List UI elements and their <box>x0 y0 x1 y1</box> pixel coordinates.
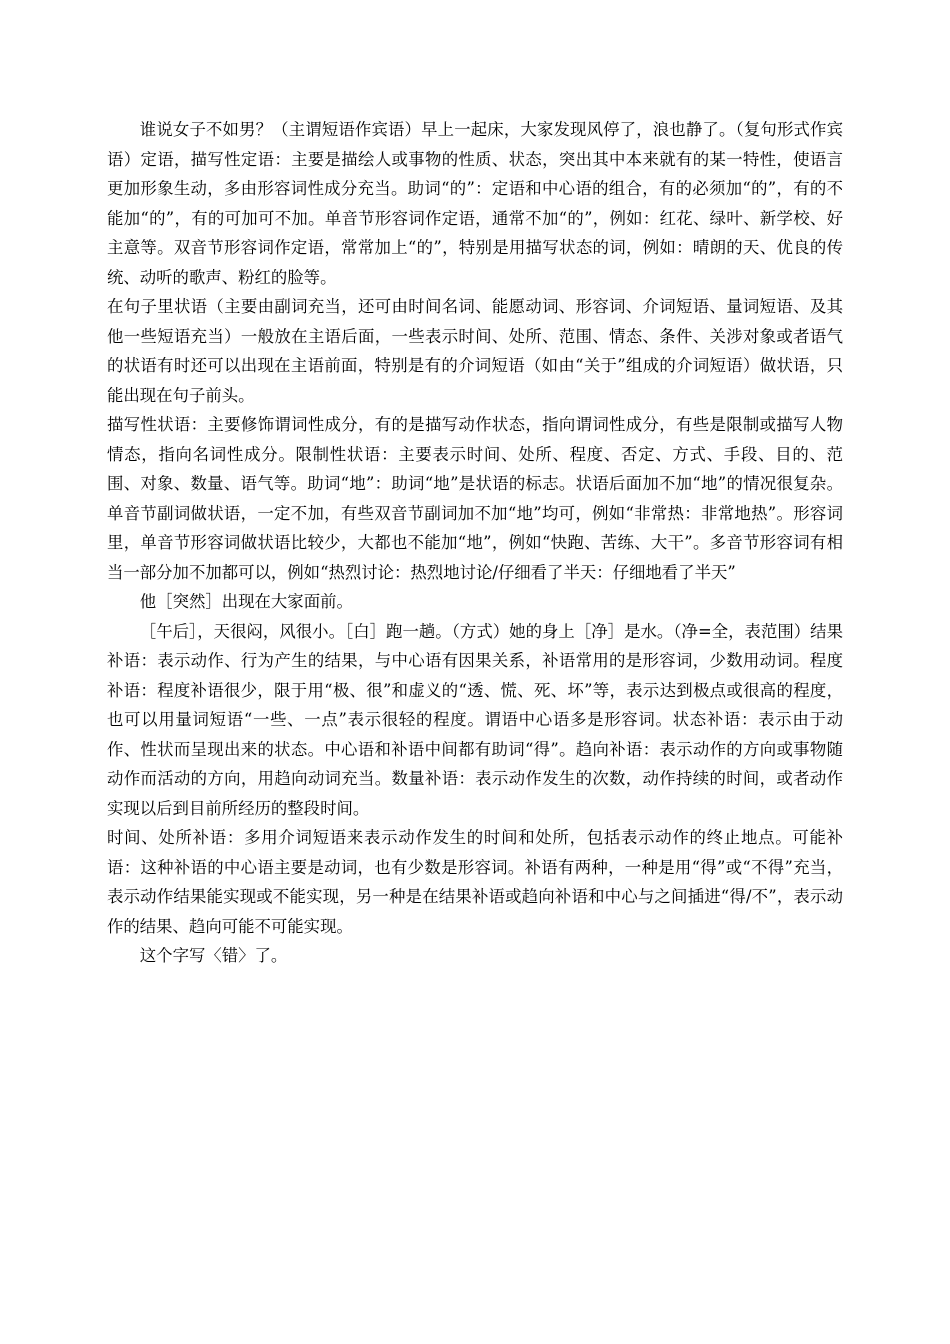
paragraph-example-sudden: 他［突然］出现在大家面前。 <box>139 592 353 611</box>
paragraph-object-attribute: 谁说女子不如男？（主谓短语作宾语）早上一起床，大家发现风停了，浪也静了。（复句形式作宾语）定语，描写性定语：主要是描绘人或事物的性质、状态，突出其中本来就有的某一特性，使语言更加形象生动，多由形容词性成分充当。助词“的”：定语和中心语的组合，有的必须加“的”，有的不能加“的”，有的可加可不加。单音节形容词作定语，通常不加“的”，例如：红花、绿叶、新学校、好主意等。双音节形容词作定语，常常加上“的”，特别是用描写状态的词，例如：晴朗的天、优良的传统、动听的歌声、粉红的脸等。 <box>107 120 843 287</box>
paragraph-adverbial-position: 在句子里状语（主要由副词充当，还可由时间名词、能愿动词、形容词、介词短语、量词短语、及其他一些短语充当）一般放在主语后面，一些表示时间、处所、范围、情态、条件、关涉对象或者语气的状语有时还可以出现在主语前面，特别是有的介词短语（如由“关于”组成的介词短语）做状语，只能出现在句子前头。 <box>107 297 843 405</box>
paragraph-complement-types: ［午后］，天很闷，风很小。［白］跑一趟。（方式）她的身上［净］是水。（净=全，表范围）结果补语：表示动作、行为产生的结果，与中心语有因果关系，补语常用的是形容词，少数用动词。程度补语：程度补语很少，限于用“极、很”和虚义的“透、慌、死、坏”等，表示达到极点或很高的程度，也可以用量词短语“一些、一点”表示很轻的程度。谓语中心语多是形容词。状态补语：表示由于动作、性状而呈现出来的状态。中心语和补语中间都有助词“得”。趋向补语：表示动作的方向或事物随动作而活动的方向，用趋向动词充当。数量补语：表示动作发生的次数，动作持续的时间，或者动作实现以后到目前所经历的整段时间。 <box>107 621 843 818</box>
paragraph-example-wrong: 这个字写〈错〉了。 <box>139 946 288 965</box>
document-body <box>107 115 843 971</box>
paragraph-adverbial-types: 描写性状语：主要修饰谓词性成分，有的是描写动作状态，指向谓词性成分，有些是限制或描写人物情态，指向名词性成分。限制性状语：主要表示时间、处所、程度、否定、方式、手段、目的、范围、对象、数量、语气等。助词“地”：助词“地”是状语的标志。状语后面加不加“地”的情况很复杂。单音节副词做状语，一定不加，有些双音节副词加不加“地”均可，例如“非常热：非常地热”。形容词里，单音节形容词做状语比较少，大都也不能加“地”，例如“快跑、苦练、大干”。多音节形容词有相当一部分加不加都可以，例如“热烈讨论：热烈地讨论/仔细看了半天：仔细地看了半天” <box>107 415 843 582</box>
paragraph-time-place-complement: 时间、处所补语：多用介词短语来表示动作发生的时间和处所，包括表示动作的终止地点。可能补语：这种补语的中心语主要是动词，也有少数是形容词。补语有两种，一种是用“得”或“不得”充当，表示动作结果能实现或不能实现，另一种是在结果补语或趋向补语和中心与之间插进“得/不”，表示动作的结果、趋向可能不可能实现。 <box>107 828 843 936</box>
